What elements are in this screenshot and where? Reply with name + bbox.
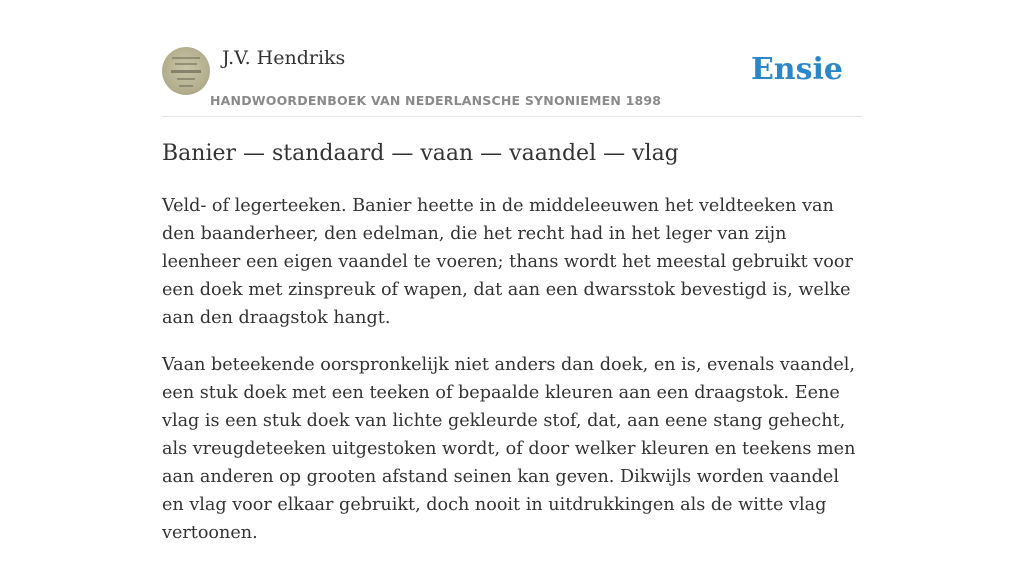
entry-paragraph: Veld- of legerteeken. Banier heette in de middeleeuwen het veldteeken van den baanderheer, den edelman, die het recht had in het leger van zijn leenheer een eigen vaandel te voeren; thans wordt het meestal gebruikt voor een doek met zinspreuk of wapen, dat aan een dwarsstok bevestigd is, welke aan den draagstok hangt.	[162, 196, 853, 328]
cover-line-decoration	[172, 57, 200, 59]
ensie-logo[interactable]: Ensie	[750, 52, 843, 87]
cover-line-decoration	[175, 63, 197, 65]
entry-title: Banier — standaard — vaan — vaandel — vlag	[162, 141, 679, 166]
entry-paragraph: Vaan beteekende oorspronkelijk niet anders dan doek, en is, evenals vaandel, een stuk doek met een teeken of bepaalde kleuren aan een draagstok. Eene vlag is een stuk doek van lichte gekleurde stof, dat, aan eene stang gehecht, als vreugdeteeken uitgestoken wordt, of door welker kleuren en teekens men aan anderen op grooten afstand seinen kan geven. Dikwijls worden vaandel en vlag voor elkaar gebruikt, doch nooit in uitdrukkingen als de witte vlag vertoonen.	[162, 355, 856, 543]
author-avatar[interactable]	[162, 47, 210, 95]
cover-line-decoration	[177, 78, 195, 80]
cover-line-decoration	[171, 70, 201, 73]
source-title[interactable]: HANDWOORDENBOEK VAN NEDERLANSCHE SYNONIEMEN 1898	[210, 93, 662, 108]
author-name[interactable]: J.V. Hendriks	[222, 47, 346, 69]
entry-header	[162, 46, 862, 117]
entry-body	[162, 192, 862, 566]
cover-line-decoration	[179, 85, 193, 87]
